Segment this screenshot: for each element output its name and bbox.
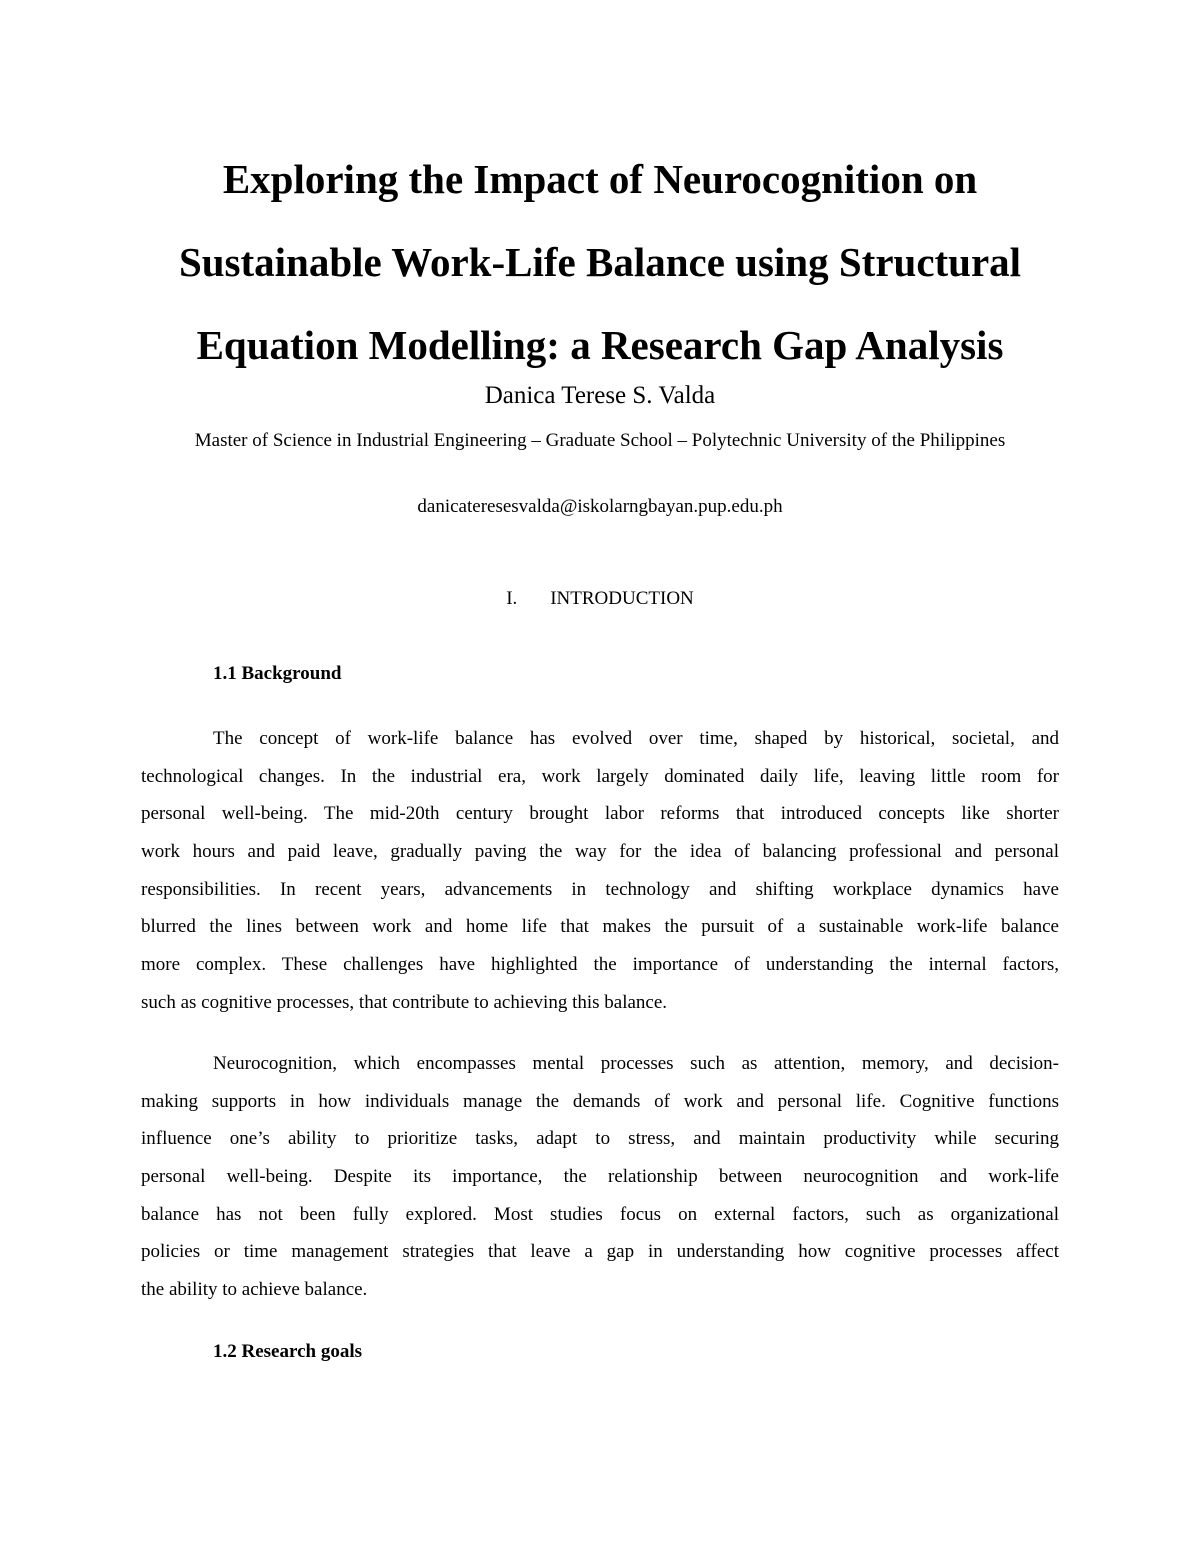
author-email: danicateresesvalda@iskolarngbayan.pup.edu.ph bbox=[417, 496, 783, 517]
paper-title bbox=[100, 138, 1100, 387]
section-title: INTRODUCTION bbox=[550, 588, 694, 609]
paragraph-line: policies or time management strategies that leave a gap in understanding how cognitive processes affect bbox=[141, 1241, 1059, 1263]
paragraph-line: responsibilities. In recent years, advancements in technology and shifting workplace dynamics have bbox=[141, 878, 1059, 900]
paragraph-line: more complex. These challenges have highlighted the importance of understanding the internal factors, bbox=[141, 954, 1059, 976]
paragraph-line: the ability to achieve balance. bbox=[141, 1279, 368, 1301]
paragraph-line: personal well-being. The mid-20th century brought labor reforms that introduced concepts like shorter bbox=[141, 803, 1059, 825]
section-heading bbox=[100, 586, 1100, 611]
paragraph-line: influence one’s ability to prioritize tasks, adapt to stress, and maintain productivity while securing bbox=[141, 1128, 1059, 1150]
paragraph-line: such as cognitive processes, that contribute to achieving this balance. bbox=[141, 991, 668, 1013]
paragraph-line: The concept of work-life balance has evolved over time, shaped by historical, societal, and bbox=[213, 728, 1059, 749]
paragraph-background-1 bbox=[141, 720, 1059, 1022]
paragraph-line: making supports in how individuals manage the demands of work and personal life. Cognitive functions bbox=[141, 1090, 1059, 1112]
paragraph-line: personal well-being. Despite its importance, the relationship between neurocognition and work-life bbox=[141, 1166, 1059, 1188]
paragraph-line: work hours and paid leave, gradually paving the way for the idea of balancing professional and personal bbox=[141, 841, 1059, 863]
paragraph-line: balance has not been fully explored. Most studies focus on external factors, such as organizational bbox=[141, 1203, 1059, 1225]
title-line: Equation Modelling: a Research Gap Analysis bbox=[196, 322, 1004, 368]
paragraph-line: blurred the lines between work and home life that makes the pursuit of a sustainable work-life balance bbox=[141, 916, 1059, 938]
subsection-heading-background: 1.1 Background bbox=[213, 663, 342, 684]
paragraph-line: Neurocognition, which encompasses mental processes such as attention, memory, and decision- bbox=[213, 1053, 1059, 1074]
title-line: Sustainable Work-Life Balance using Structural bbox=[178, 239, 1022, 285]
section-number: I. bbox=[506, 588, 518, 609]
author-affiliation: Master of Science in Industrial Engineering – Graduate School – Polytechnic University of the Philippines bbox=[194, 430, 1006, 451]
paragraph-line: technological changes. In the industrial era, work largely dominated daily life, leaving little room for bbox=[141, 765, 1059, 787]
title-line: Exploring the Impact of Neurocognition on bbox=[222, 156, 978, 202]
subsection-heading-research-goals: 1.2 Research goals bbox=[213, 1341, 362, 1362]
paragraph-background-2 bbox=[141, 1045, 1059, 1309]
author-name: Danica Terese S. Valda bbox=[484, 382, 716, 409]
